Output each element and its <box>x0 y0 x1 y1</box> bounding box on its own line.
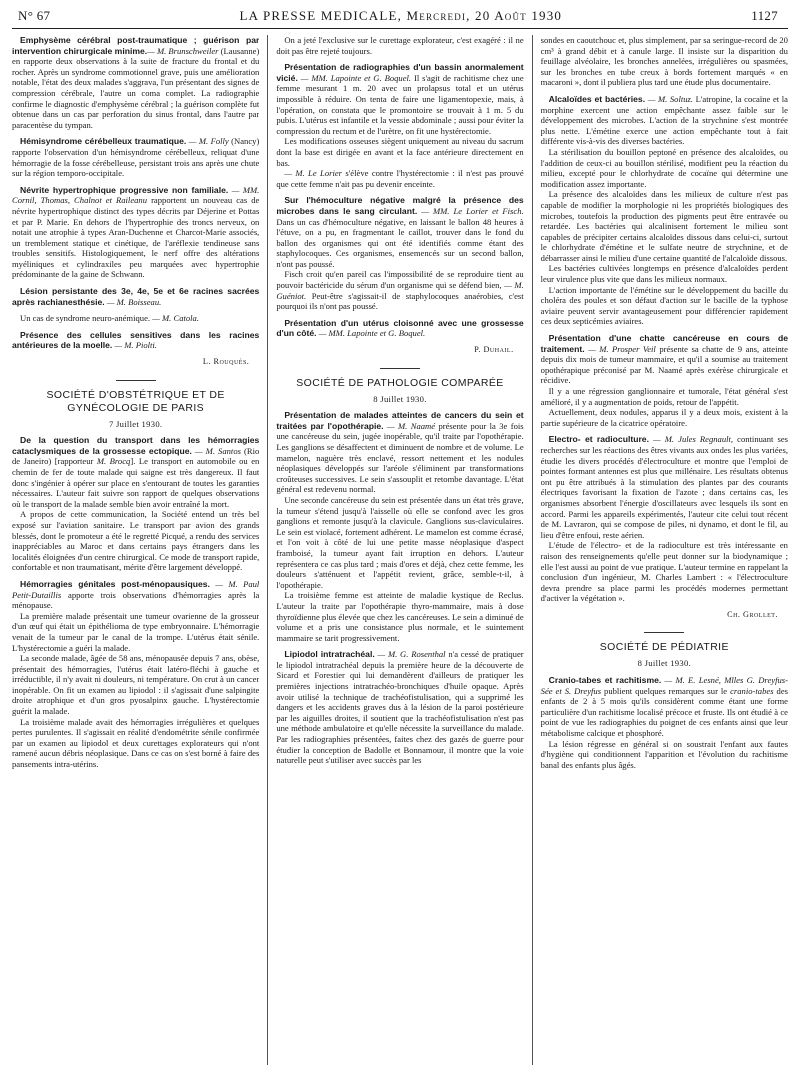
article-author: — MM. Cornil, Thomas, Chalnot et Raileanu <box>12 184 260 206</box>
article-author: — M. Folly <box>186 136 229 147</box>
article-author: — M. Paul Petit-Dutaillis <box>12 578 260 600</box>
article-paragraph: sondes en caoutchouc et, plus simplement, par sa seringue-record de 20 cm³ à grand débit et à canule large. Il insiste sur la disparition du feuillage alvéolaire, les bronches annelées, irrégulières ou spasmées, sur les bronches en tube creux à bords fortement marqués « en macaroni », dont il publiera plus tard une étude plus documentaire. <box>540 35 788 88</box>
article-author: — MM. Lapointe et G. Boquel. <box>297 72 412 83</box>
article-text: ]. Le transport en automobile ou en chemin de fer de toute malade qui saigne est très dangereux. Il faut donc s'ingénier à opérer sur place en s'entourant de toutes les garanties nécessaires. L'auteur fait suivre son rapport de quelques observations où le transport de la malade semble bien avoir entraîné la mort. <box>12 456 260 509</box>
article-text: (Rio de Janeiro) [rapporteur <box>12 445 260 467</box>
column-1 <box>12 35 259 1065</box>
article <box>12 330 259 351</box>
article-author: — M. Soltuz. <box>645 93 694 104</box>
article-term: cranio-tabes <box>730 685 774 696</box>
section-date: 8 Juillet 1930. <box>373 393 427 404</box>
columns <box>12 35 788 1065</box>
section-signature: L. Rouquès. <box>202 357 250 367</box>
journal-title: LA PRESSE MEDICALE, Mercredi, 20 Août 1930 <box>239 8 563 23</box>
article <box>276 318 523 339</box>
article <box>276 195 523 312</box>
article-paragraph: Les modifications osseuses siègent uniquement au niveau du sacrum dont la base est dirigée en avant et la face antérieure directement en bas. <box>276 136 524 168</box>
section-rule <box>644 632 684 633</box>
article-heading: Névrite hypertrophique progressive non familiale. <box>20 184 229 195</box>
section-signature: Ch. Grollet. <box>727 609 778 619</box>
article-author: — M. Guéniot. <box>276 280 524 301</box>
article-heading: Lésion persistante des 3e, 4e, 5e et 6e racines sacrées après rachianesthésie. <box>12 286 260 307</box>
article-author: — M. Santos <box>191 445 241 456</box>
article-paragraph: Il y a une régression ganglionnaire et tumorale, l'état général s'est amélioré, il y a augmentation de poids, retour de l'appétit. <box>540 386 788 407</box>
article <box>12 35 259 130</box>
article-paragraph: La seconde malade, âgée de 58 ans, ménopausée depuis 7 ans, obèse, présentait des hémorragies, l'utérus était latéro-fléchi à gauche et irréductible, il n'y avait ni douleurs, ni température. On crut à un cancer inopérable. On fit un examen au lipiodol : il s'agissait d'une salpingite droite atrophique et d'un gros pyosalpinx gauche. L'hystérectomie guérit la malade. <box>12 653 260 717</box>
article-paragraph: Les bactéries cultivées longtemps en présence d'alcaloïdes perdent leur virulence plus vite que dans les milieux normaux. <box>540 263 788 285</box>
article-heading: Présentation d'un utérus cloisonné avec une grossesse d'un côté. <box>276 317 524 339</box>
article-heading: Hémorragies génitales post-ménopausiques. <box>20 578 210 589</box>
issue-number: N° 67 <box>18 8 51 23</box>
article-author: — M. G. Rosenthal <box>374 649 446 660</box>
article-text: présente sa chatte de 9 ans, atteinte depuis dix mois de tumeur mammaire, et qu'il a soumise au traitement opothérapique préconisé par M. Naamé après exérèse chirurgicale et récidive. <box>540 343 788 386</box>
article-text: n'a cessé de pratiquer le lipiodol intratrachéal depuis la première heure de la découverte de Sicard et Forestier qui lui demandèrent d'ailleurs de pratiquer les premières injections intratrachéo-bronchiques d'huile opaque. Après avoir utilisé la technique de trachéofistulisation, qui a supprimé les dangers et les accidents graves dus à la lésion de la paroi postérieure par les aiguilles droites, il soutient que la trachéofistulisation n'est pas une méthode ambulatoire et qu'elle nécessite la surveillance du malade. Par les radiographies présentées, faites chez des gazés de guerre pour étudier la conception de Badolle et Bonnamour, il montre que la voie naturelle peut s'utiliser avec succès par les <box>276 649 524 766</box>
article-text: continuant ses recherches sur les réactions des êtres vivants aux ondes les plus variées, étudie les divers procédés d'électroculture et montre que l'emploi de pointes formant antennes est plus que millénaire. Les résultats obtenus ont pu être attribués à la stimulation des plantes par des courants électriques favorisant la fixation de l'azote ; dans certains cas, les organismes absorbent l'énergie d'oscillateurs avec lesquels ils sont en accord. Parmi les appareils expérimentés, l'auteur cite celui tout récent de M. Lavraron, qui se compose de piles, ni dynamo, et dont le fil, au lieu d'être enfoui, reste aérien. <box>540 434 788 540</box>
article <box>276 649 523 766</box>
article-heading: Présence des cellules sensitives dans les racines antérieures de la moelle. <box>12 329 260 351</box>
article-text: (Nancy) rapporte l'observation d'un hémisyndrome cérébelleux, reliquat d'une hémorragie de la fosse cérébelleuse, persistant trois ans après une chute sur la région temporo-occipitale. <box>12 136 260 179</box>
column-3 <box>532 35 788 1065</box>
article <box>12 435 259 573</box>
article-heading: De la question du transport dans les hémorragies cataclysmiques de la grossesse ectopique. <box>12 435 260 456</box>
article-paragraph: L'action importante de l'émétine sur le développement du bacille du choléra des poules et son défaut d'action sur le bacille de la typhose aviaire peuvent servir avantageusement pour différencier rapidement ces deux septicémies aviaires. <box>540 284 788 327</box>
article-text: des enfants de 2 à 5 mois qu'ils considèrent comme étant une forme particulière d'un rachitisme localisé précoce et fruste. Ils ont étudié à ce point de vue les radiographies du poignet de ces enfants ainsi que leur métabolisme calcique et phosphoré. <box>540 685 788 739</box>
article-paragraph: La troisième femme est atteinte de maladie kystique de Reclus. L'auteur la traite par l'opothérapie thyro-mammaire, mais à dose thyroïdienne plus élevée que chez les cancéreuses. Le sein a diminué de volume et a pris une consistance plus normale, et le suintement mammaire se tarit progressivement. <box>276 590 524 643</box>
article-paragraph: L'étude de l'électro- et de la radioculture est très intéressante en raison des renseignements qu'elle peut donner sur la biodynamique ; elle l'est aussi au point de vue pratique. L'auteur termine en rappelant la conclusion d'un ingénieur, M. Charles Lambert : « l'électroculture devra prendre sa place parmi les procédés modernes permettant d'activer la végétation ». <box>540 540 788 604</box>
article-author: — M. E. Lesné, Mlles G. Dreyfus-Sée et S. Dreyfus <box>540 675 788 696</box>
article-text: présente pour la 3e fois une cancéreuse du sein, jugée inopérable, qu'il traite par l'opothérapie. Les ganglions se désaffectent et diminuent de nombre et de volume. Le mamelon, naguère très enclavé, ressort nettement et les nodules néoplasiques développés sur l'aréole s'éliminent par transformations croûteuses successives. Le sein s'assouplit et retombe davantage. L'état général est redevenu normal. <box>276 420 524 495</box>
article-text: publient quelques remarques sur le <box>601 685 731 696</box>
page-number: 1127 <box>751 8 778 23</box>
article-heading: Présentation de malades atteintes de cancers du sein et traitées par l'opothérapie. <box>276 410 524 431</box>
article-text: s'élève contre l'hystérectomie : il n'est pas prouvé que cette femme n'ait pas pu devenir enceinte. <box>276 168 524 189</box>
section-title: SOCIÉTÉ D'OBSTÉTRIQUE ET DE GYNÉCOLOGIE DE PARIS <box>46 388 225 414</box>
article-text: Un cas de syndrome neuro-anémique. <box>20 313 151 324</box>
article-paragraph: La présence des alcaloïdes dans les milieux de culture n'est pas capable de modifier la morphologie ni les propriétés biologiques des microbes, toutefois la production des pigments peut être entravée ou retardée. Les bactéries qui alcalinisent fortement le milieu sont capables de précipiter certains alcaloïdes dissous dans celui-ci, surtout le chlorhydrate d'émétine et le sulfate neutre de strychnine, et de débarrasser ainsi le milieu d'une certaine quantité de l'alcaloïde dissous. <box>540 189 788 263</box>
article <box>276 410 523 643</box>
article-author: — M. Naamé <box>383 420 436 431</box>
page-header <box>12 6 788 29</box>
article-paragraph: La première malade présentait une tumeur ovarienne de la grosseur d'un œuf qui était un épithélioma de type embryonnaire. L'hémorragie venait de la tumeur par le canal de la trompe. L'utérus était sénile. L'hystérectomie a guéri la malade. <box>12 610 260 653</box>
article-text: L'atropine, la cocaïne et la morphine exercent une action empêchante assez faible sur le développement des microbes. L'action de la strychnine s'est montrée plus nette. L'émétine exerce une action empêchante tout à fait différente vis-à-vis des diverses bactéries. <box>540 93 788 147</box>
article <box>541 333 788 428</box>
article-heading: Lipiodol intratrachéal. <box>284 649 375 660</box>
article-heading: Emphysème cérébral post-traumatique ; guérison par intervention chirurgicale minime. <box>12 35 260 56</box>
section-date: 7 Juillet 1930. <box>108 418 163 429</box>
column-2 <box>267 35 523 1065</box>
article-author: — M. Brunschweiler <box>147 45 219 56</box>
article-heading: Electro- et radioculture. <box>548 434 649 445</box>
section-title: SOCIÉTÉ DE PATHOLOGIE COMPARÉE <box>296 376 504 389</box>
section-header <box>276 368 523 405</box>
article-author: — M. Boisseau. <box>104 296 162 307</box>
article-author: — M. Jules Regnault, <box>648 434 734 445</box>
section-date: 8 Juillet 1930. <box>637 658 692 669</box>
article-heading: Présentation de radiographies d'un bassin anormalement vicié. <box>276 62 524 83</box>
article-author: — M. Catola. <box>150 313 200 324</box>
article <box>541 35 788 88</box>
article <box>276 62 523 189</box>
article-author: — M. Le Lorier <box>284 168 343 179</box>
article <box>276 35 523 56</box>
article-paragraph: Actuellement, deux nodules, apparus il y a deux mois, existent à la partie supérieure de la cicatrice opératoire. <box>540 407 788 428</box>
article-text: Peut-être s'agissait-il de staphylocoques anaérobies, c'est pourquoi ils n'ont pas poussé. <box>276 290 524 312</box>
article-heading: Sur l'hémoculture négative malgré la présence des microbes dans le sang circulant. <box>276 195 524 216</box>
article-text: rapportent un nouveau cas de névrite hypertrophique distinct des types décrits par Déjerine et Pottas et par P. Marie. En dehors de l'hypertrophie des troncs nerveux, on notait une atrophie à types Aran-Duchenne et Charcot-Marie associés, un tremblement statique et cinétique, de l'aréflexie tendineuse sans troubles sensitifs. Histologiquement, le nerf offre des altérations myéliniques et cylindraxiles peu marquées avec hypertrophie prédominante de la gaine de Schwann. <box>12 195 260 280</box>
section-header <box>541 632 788 669</box>
article <box>12 579 259 770</box>
section-rule <box>116 380 156 381</box>
article-paragraph: A propos de cette communication, la Société entend un très bel exposé sur l'aviation sanitaire. Le transport par avion des grands blessés, dont le promoteur a été le regretté Picqué, a rendu des services inappréciables au Maroc et dans certains pays étrangers dans les localités éloignées d'un centre chirurgical. Ce mode de transport rapide, confortable et non traumatisant, mérite d'être largement développé. <box>12 509 260 573</box>
article-paragraph: On a jeté l'exclusive sur le curettage explorateur, c'est exagéré : il ne doit pas être rejeté toujours. <box>276 35 524 56</box>
article-paragraph: La stérilisation du bouillon peptoné en présence des alcaloïdes, ou l'addition de ceux-ci au bouillon stérilisé, modifient peu la réaction du milieu, excepté pour le chlorhydrate de cocaïne qui détermine une modification assez importante. <box>540 146 788 189</box>
article-paragraph: La lésion régresse en général si on soustrait l'enfant aux fautes d'hygiène qui conditionnent l'apparition et l'évolution du rachitisme banal des enfants plus âgés. <box>540 738 788 770</box>
article-heading: Hémisyndrome cérébelleux traumatique. <box>20 136 187 147</box>
article-text: Il s'agit de rachitisme chez une femme mesurant 1 m. 20 avec un prolapsus total et un utérus impossible à réduire. On tenta de faire une ligamentopexie, mais, à l'opération, on constata que le promontoire se trouvait à 1 m. 5 du pubis. L'utérus est infantile et la vessie abdominale ; aussi pour éviter la compression du rectum et de l'urètre, on fit une hystérectomie. <box>276 72 524 136</box>
article <box>12 136 259 178</box>
article-text: Dans un cas d'hémoculture négative, en laissant le ballon 48 heures à l'étuve, on a pu, en fragmentant le caillot, trouver dans le fond du ballon des organismes qui ont été identifiés comme étant des staphylocoques. Ces organismes, ensemencés sur un second ballon, n'ont pas poussé. <box>276 216 524 269</box>
article <box>541 675 788 770</box>
article-author: — MM. Lapointe et G. Boquel. <box>316 328 426 339</box>
article <box>541 434 788 604</box>
article-paragraph: La troisième malade avait des hémorragies irrégulières et quelques pertes purulentes. Il s'agissait en réalité d'endométrite sénile confirmée par un examen au lipiodol et deux curettages explorateurs qui n'ont ramené aucun débris néoplasique. Dans ce cas on s'est borné à faire des pansements intra-utérins. <box>12 716 260 770</box>
article-author: M. Brocq <box>96 456 131 467</box>
article <box>12 185 259 280</box>
article-heading: Cranio-tabes et rachitisme. <box>548 675 662 686</box>
section-rule <box>380 368 420 369</box>
article-text: apporte trois observations d'hémorragies après la ménopause. <box>12 589 260 611</box>
section-title: SOCIÉTÉ DE PÉDIATRIE <box>599 641 729 654</box>
article-heading: Alcaloïdes et bactéries. <box>548 93 646 104</box>
article-author: — M. Piolti. <box>112 340 157 351</box>
article <box>12 286 259 307</box>
article-heading: Présentation d'une chatte cancéreuse en cours de traitement. <box>540 333 788 354</box>
article-text: Fisch croit qu'en pareil cas l'impossibilité de se reproduire tient au pouvoir bactéricide du sérum d'un organisme qui se défend bien, <box>276 269 524 291</box>
section-header <box>12 380 259 430</box>
article-paragraph: Une seconde cancéreuse du sein est présentée dans un état très grave, la tumeur s'étend jusqu'à l'aisselle où elle se confond avec les gros ganglions et remonte jusqu'à la clavicule. Ganglions sus-claviculaires. Le sein est violacé, fortement adhérent. Le mamelon est comme écrasé, et l'on voit à côté de lui une petite masse néoplasique d'aspect framboisé, la tumeur ayant fait irruption en dehors. L'auteur représentera ce cas plus tard ; mais d'ores et déjà, chez cette femme, les douleurs s'atténuent et l'appétit revient, grâce, semble-t-il, à l'opothérapie. <box>276 494 524 590</box>
article-author: — M. Prosper Veil <box>584 343 656 354</box>
article <box>541 94 788 327</box>
section-signature: P. Duhail. <box>474 345 514 355</box>
article-text: (Lausanne) en rapporte deux observations à la suite de fracture du frontal et du rocher. Après un syndrome commotionnel grave, puis une amélioration notable, l'état des deux malades s'aggrava, l'un présentant des signes de compression cérébrale, l'autre un coma complet. La radiographie confirme le diagnostic d'emphysème cérébral ; la guérison complète fut obtenue dans un cas par perforation du sinus frontal, dans l'autre par paracentèse du tympan. <box>12 45 260 130</box>
article <box>12 313 259 324</box>
article-author: — MM. Le Lorier et Fisch. <box>417 205 524 216</box>
